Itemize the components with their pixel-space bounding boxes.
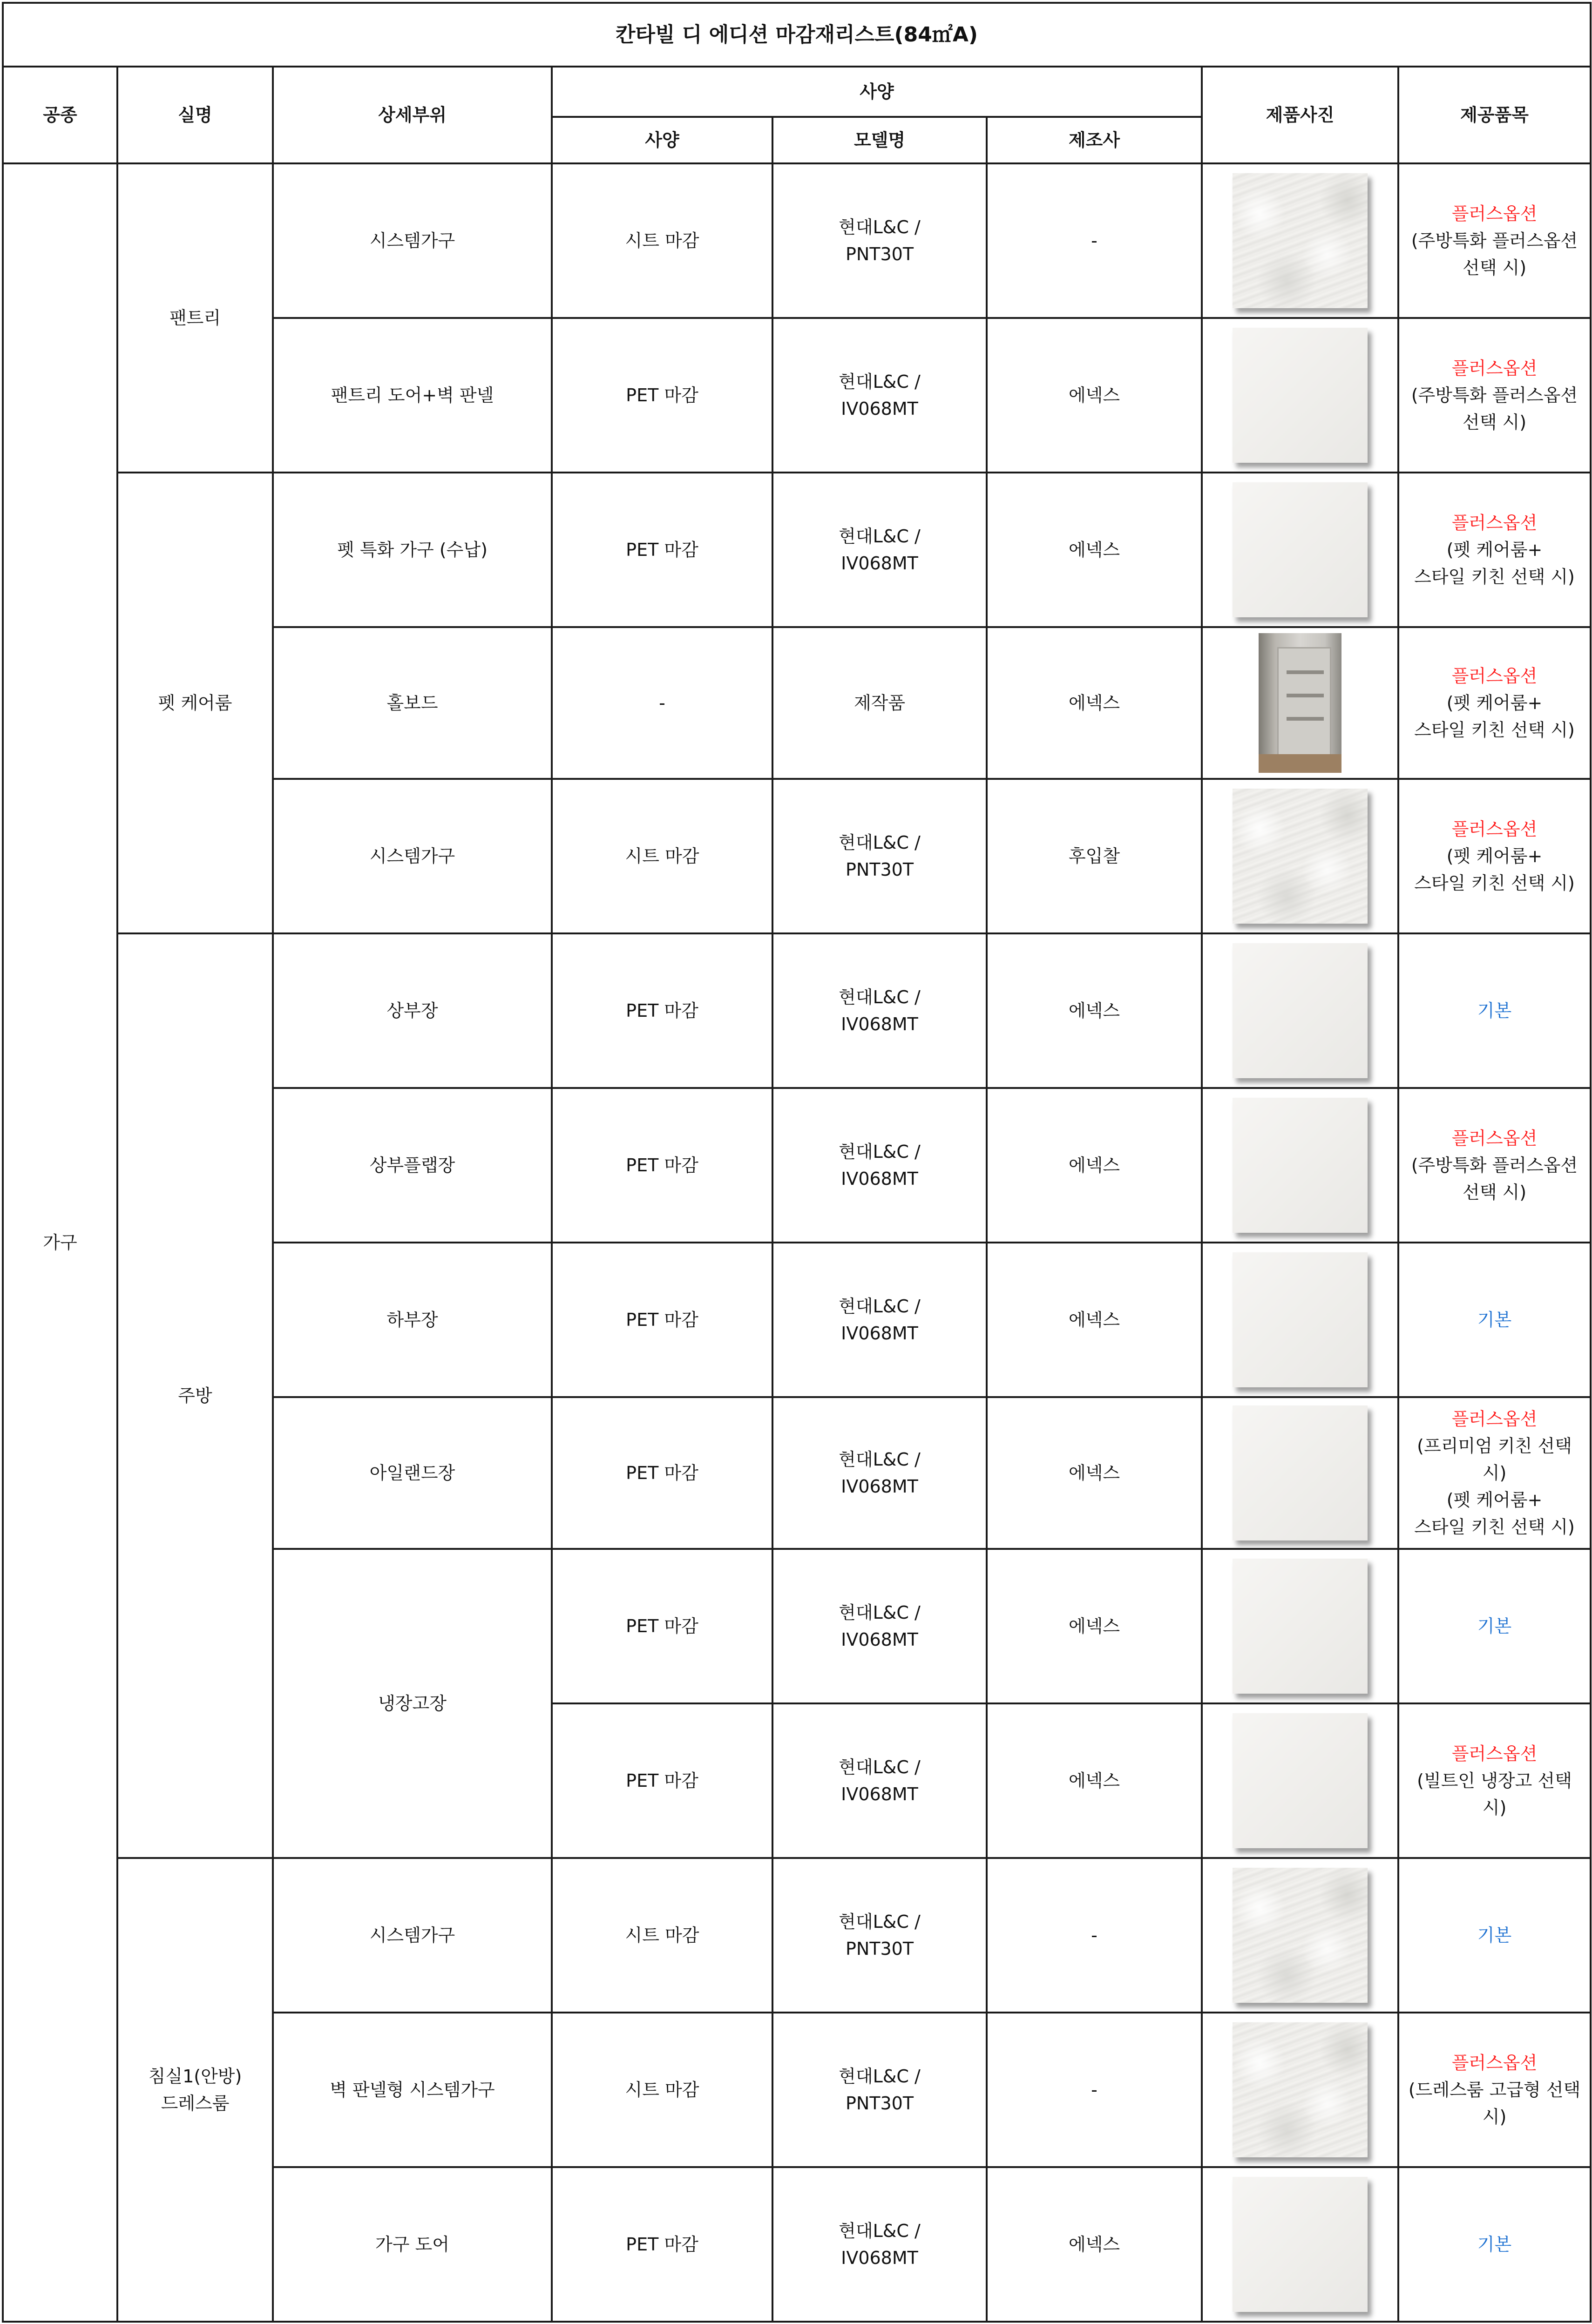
- provided-condition: (주방특화 플러스옵션: [1411, 230, 1578, 251]
- basic-label: 기본: [1477, 1310, 1512, 1330]
- table-row: [3, 1858, 1591, 2013]
- pet-white-swatch-icon: [1233, 1098, 1368, 1233]
- pet-white-swatch-icon: [1233, 328, 1368, 463]
- detail-cell: 하부장: [273, 1243, 552, 1397]
- header-provided: 제공품목: [1398, 67, 1591, 163]
- provided-condition: (펫 케어룸+: [1446, 540, 1543, 560]
- finish-material-table: [2, 2, 1592, 2323]
- sheet-swatch-icon: [1233, 173, 1368, 308]
- provided-condition: (주방특화 플러스옵션: [1411, 385, 1578, 405]
- maker-cell: 에넥스: [987, 318, 1202, 473]
- detail-cell: 홀보드: [273, 627, 552, 779]
- model-cell: [772, 1858, 987, 2013]
- plus-option-label: 플러스옵션: [1451, 203, 1538, 224]
- model-line: 현대L&C /: [839, 1912, 921, 1932]
- provided-cell: [1398, 318, 1591, 473]
- pet-white-swatch-icon: [1233, 1559, 1368, 1694]
- spec-cell: PET 마감: [552, 1243, 772, 1397]
- pet-white-swatch-icon: [1233, 1405, 1368, 1540]
- model-cell: [772, 1397, 987, 1549]
- sheet-swatch-icon: [1233, 1868, 1368, 2003]
- provided-cell: [1398, 2013, 1591, 2167]
- plus-option-label: 플러스옵션: [1451, 1743, 1538, 1764]
- header-spec-group: 사양: [552, 67, 1202, 117]
- spec-cell: PET 마감: [552, 2167, 772, 2322]
- provided-condition: 스타일 키친 선택 시): [1414, 567, 1575, 587]
- model-code: IV068MT: [841, 1014, 918, 1034]
- category-cell: 가구: [3, 163, 117, 2322]
- model-line: 현대L&C /: [839, 1142, 921, 1162]
- pet-board-photo-icon: [1259, 633, 1341, 773]
- maker-cell: 후입찰: [987, 779, 1202, 933]
- model-cell: [772, 933, 987, 1088]
- header-category: 공종: [3, 67, 117, 163]
- model-code: IV068MT: [841, 2248, 918, 2268]
- photo-cell: [1202, 2013, 1398, 2167]
- pet-white-swatch-icon: [1233, 2177, 1368, 2312]
- plus-option-label: 플러스옵션: [1451, 666, 1538, 686]
- model-cell: [772, 627, 987, 779]
- model-cell: [772, 2167, 987, 2322]
- detail-cell: 아일랜드장: [273, 1397, 552, 1549]
- maker-cell: 에넥스: [987, 2167, 1202, 2322]
- model-code: IV068MT: [841, 1323, 918, 1344]
- model-code: PNT30T: [845, 244, 914, 264]
- plus-option-label: 플러스옵션: [1451, 1128, 1538, 1148]
- detail-cell: 시스템가구: [273, 1858, 552, 2013]
- plus-option-label: 플러스옵션: [1451, 2053, 1538, 2073]
- model-line: 현대L&C /: [839, 832, 921, 853]
- basic-label: 기본: [1477, 1000, 1512, 1021]
- header-detail: 상세부위: [273, 67, 552, 163]
- model-code: IV068MT: [841, 1169, 918, 1189]
- model-cell: [772, 1088, 987, 1243]
- provided-condition: 선택 시): [1462, 412, 1527, 432]
- header-model: 모델명: [772, 117, 987, 163]
- table-row: [3, 933, 1591, 1088]
- room-cell: 팬트리: [117, 163, 273, 473]
- photo-cell: [1202, 1703, 1398, 1858]
- provided-condition: (드레스룸 고급형 선택: [1408, 2080, 1581, 2100]
- spec-cell: PET 마감: [552, 318, 772, 473]
- maker-cell: 에넥스: [987, 1703, 1202, 1858]
- spec-cell: PET 마감: [552, 1549, 772, 1703]
- provided-cell: [1398, 779, 1591, 933]
- model-cell: [772, 1549, 987, 1703]
- spec-cell: 시트 마감: [552, 1858, 772, 2013]
- model-code: IV068MT: [841, 553, 918, 574]
- maker-cell: 에넥스: [987, 473, 1202, 627]
- detail-cell: 시스템가구: [273, 163, 552, 318]
- basic-label: 기본: [1477, 1925, 1512, 1946]
- model-cell: [772, 2013, 987, 2167]
- model-code: IV068MT: [841, 399, 918, 419]
- room-cell: 주방: [117, 933, 273, 1858]
- spec-cell: PET 마감: [552, 1088, 772, 1243]
- spec-cell: PET 마감: [552, 1703, 772, 1858]
- detail-cell: 상부플랩장: [273, 1088, 552, 1243]
- provided-cell: [1398, 1088, 1591, 1243]
- pet-white-swatch-icon: [1233, 1713, 1368, 1848]
- detail-cell: 가구 도어: [273, 2167, 552, 2322]
- model-cell: [772, 163, 987, 318]
- table-row: [3, 163, 1591, 318]
- photo-cell: [1202, 473, 1398, 627]
- model-cell: [772, 1703, 987, 1858]
- sheet-swatch-icon: [1233, 789, 1368, 924]
- plus-option-label: 플러스옵션: [1451, 358, 1538, 378]
- provided-condition: 선택 시): [1462, 1182, 1527, 1203]
- model-line: 현대L&C /: [839, 1296, 921, 1317]
- model-line: 현대L&C /: [839, 372, 921, 392]
- provided-condition: 스타일 키친 선택 시): [1414, 720, 1575, 740]
- maker-cell: -: [987, 2013, 1202, 2167]
- provided-condition: 시): [1482, 1463, 1507, 1483]
- provided-cell: [1398, 163, 1591, 318]
- spec-cell: PET 마감: [552, 1397, 772, 1549]
- model-code: PNT30T: [845, 1939, 914, 1959]
- header-photo: 제품사진: [1202, 67, 1398, 163]
- detail-cell: 상부장: [273, 933, 552, 1088]
- model-code: IV068MT: [841, 1629, 918, 1650]
- provided-cell: [1398, 473, 1591, 627]
- spec-cell: PET 마감: [552, 933, 772, 1088]
- provided-condition: (펫 케어룸+: [1446, 693, 1543, 713]
- basic-label: 기본: [1477, 2234, 1512, 2255]
- spec-cell: 시트 마감: [552, 779, 772, 933]
- model-line: 제작품: [854, 693, 906, 713]
- model-code: IV068MT: [841, 1784, 918, 1804]
- room-name-line: 드레스룸: [161, 2093, 230, 2114]
- model-line: 현대L&C /: [839, 1757, 921, 1777]
- maker-cell: -: [987, 163, 1202, 318]
- room-name-line: 침실1(안방): [148, 2066, 242, 2087]
- detail-cell: 팬트리 도어+벽 판넬: [273, 318, 552, 473]
- pet-white-swatch-icon: [1233, 1252, 1368, 1387]
- photo-cell: [1202, 779, 1398, 933]
- provided-condition: (주방특화 플러스옵션: [1411, 1155, 1578, 1176]
- photo-cell: [1202, 163, 1398, 318]
- detail-cell: 벽 판넬형 시스템가구: [273, 2013, 552, 2167]
- model-line: 현대L&C /: [839, 1602, 921, 1623]
- provided-condition: (빌트인 냉장고 선택: [1417, 1770, 1572, 1791]
- photo-cell: [1202, 1397, 1398, 1549]
- maker-cell: -: [987, 1858, 1202, 2013]
- provided-condition: (프리미엄 키친 선택: [1417, 1436, 1572, 1456]
- provided-cell: [1398, 1549, 1591, 1703]
- plus-option-label: 플러스옵션: [1451, 1409, 1538, 1429]
- header-room: 실명: [117, 67, 273, 163]
- model-line: 현대L&C /: [839, 217, 921, 237]
- photo-cell: [1202, 1549, 1398, 1703]
- model-line: 현대L&C /: [839, 1449, 921, 1470]
- detail-cell: 시스템가구: [273, 779, 552, 933]
- model-line: 현대L&C /: [839, 987, 921, 1007]
- provided-cell: [1398, 933, 1591, 1088]
- photo-cell: [1202, 1088, 1398, 1243]
- model-cell: [772, 1243, 987, 1397]
- photo-cell: [1202, 318, 1398, 473]
- model-cell: [772, 473, 987, 627]
- provided-condition: 선택 시): [1462, 257, 1527, 278]
- model-code: PNT30T: [845, 2093, 914, 2114]
- header-maker: 제조사: [987, 117, 1202, 163]
- maker-cell: 에넥스: [987, 1549, 1202, 1703]
- maker-cell: 에넥스: [987, 1243, 1202, 1397]
- maker-cell: 에넥스: [987, 1397, 1202, 1549]
- spec-cell: 시트 마감: [552, 163, 772, 318]
- detail-cell: 냉장고장: [273, 1549, 552, 1858]
- document-title: 칸타빌 디 에디션 마감재리스트(84㎡A): [3, 3, 1591, 67]
- maker-cell: 에넥스: [987, 627, 1202, 779]
- room-cell: 펫 케어룸: [117, 473, 273, 933]
- photo-cell: [1202, 627, 1398, 779]
- model-line: 현대L&C /: [839, 2066, 921, 2087]
- plus-option-label: 플러스옵션: [1451, 819, 1538, 839]
- photo-cell: [1202, 1858, 1398, 2013]
- provided-condition: 시): [1482, 1797, 1507, 1818]
- provided-cell: [1398, 1703, 1591, 1858]
- provided-condition: 스타일 키친 선택 시): [1414, 873, 1575, 893]
- spec-cell: PET 마감: [552, 473, 772, 627]
- photo-cell: [1202, 1243, 1398, 1397]
- provided-condition: 시): [1482, 2107, 1507, 2127]
- provided-condition: 스타일 키친 선택 시): [1414, 1517, 1575, 1537]
- header-spec: 사양: [552, 117, 772, 163]
- room-bedroom-cell: [117, 1858, 273, 2322]
- maker-cell: 에넥스: [987, 1088, 1202, 1243]
- pet-white-swatch-icon: [1233, 943, 1368, 1078]
- model-cell: [772, 318, 987, 473]
- table-row: [3, 473, 1591, 627]
- plus-option-label: 플러스옵션: [1451, 513, 1538, 533]
- provided-cell: [1398, 627, 1591, 779]
- spec-cell: 시트 마감: [552, 2013, 772, 2167]
- pet-white-swatch-icon: [1233, 482, 1368, 617]
- provided-cell: [1398, 1858, 1591, 2013]
- model-cell: [772, 779, 987, 933]
- provided-condition: (펫 케어룸+: [1446, 846, 1543, 866]
- maker-cell: 에넥스: [987, 933, 1202, 1088]
- model-code: IV068MT: [841, 1476, 918, 1497]
- photo-cell: [1202, 933, 1398, 1088]
- model-code: PNT30T: [845, 859, 914, 880]
- photo-cell: [1202, 2167, 1398, 2322]
- model-line: 현대L&C /: [839, 2221, 921, 2241]
- provided-cell: [1398, 2167, 1591, 2322]
- basic-label: 기본: [1477, 1616, 1512, 1636]
- model-line: 현대L&C /: [839, 526, 921, 547]
- provided-cell: [1398, 1397, 1591, 1549]
- detail-cell: 펫 특화 가구 (수납): [273, 473, 552, 627]
- provided-cell: [1398, 1243, 1591, 1397]
- spec-cell: -: [552, 627, 772, 779]
- provided-condition: (펫 케어룸+: [1446, 1490, 1543, 1510]
- sheet-swatch-icon: [1233, 2022, 1368, 2157]
